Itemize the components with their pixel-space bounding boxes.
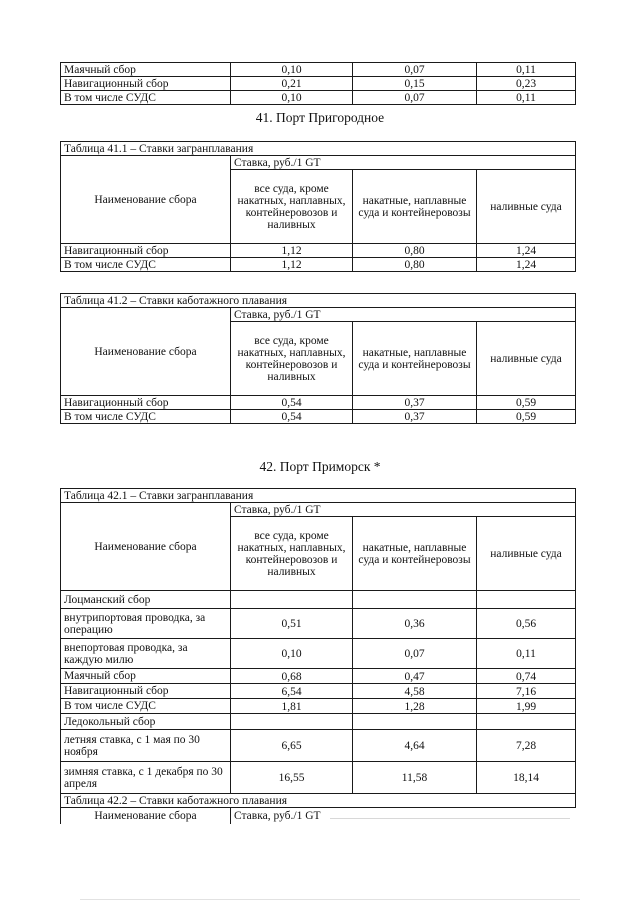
column-header-tankers: наливные суда	[477, 517, 576, 591]
rate-value: 1,12	[231, 244, 353, 258]
rate-value: 0,10	[231, 91, 353, 105]
rate-value: 18,14	[477, 762, 576, 794]
table-row	[61, 669, 576, 684]
rate-value: 0,80	[353, 258, 477, 272]
table-41-2	[60, 293, 576, 424]
table-row	[61, 410, 576, 424]
fee-name: Навигационный сбор	[61, 244, 231, 258]
rate-value: 0,36	[353, 609, 477, 639]
rate-value: 16,55	[231, 762, 353, 794]
rate-value: 0,23	[477, 77, 576, 91]
rate-value: 0,54	[231, 396, 353, 410]
rate-value: 1,24	[477, 258, 576, 272]
rate-value: 0,07	[353, 91, 477, 105]
rate-header: Ставка, руб./1 GT	[231, 156, 576, 170]
fee-name: В том числе СУДС	[61, 699, 231, 714]
column-header-roro: накатные, наплавные суда и контейнеровозы	[353, 517, 477, 591]
rate-value: 0,56	[477, 609, 576, 639]
table-row	[61, 609, 576, 639]
rate-value: 0,10	[231, 63, 353, 77]
column-header-all-vessels: все суда, кроме накатных, наплавных, контейнеровозов и наливных	[231, 517, 353, 591]
table-row	[61, 730, 576, 762]
fee-name: Навигационный сбор	[61, 77, 231, 91]
pilotage-header: Лоцманский сбор	[61, 591, 231, 609]
top-continuation-table	[60, 62, 576, 105]
rate-value: 0,68	[231, 669, 353, 684]
column-header-roro: накатные, наплавные суда и контейнеровозы	[353, 170, 477, 244]
table-caption: Таблица 41.2 – Ставки каботажного плавания	[61, 294, 576, 308]
name-column-header: Наименование сбора	[61, 808, 231, 824]
column-header-tankers: наливные суда	[477, 322, 576, 396]
fee-name: летняя ставка, с 1 мая по 30 ноября	[61, 730, 231, 762]
rate-value: 0,54	[231, 410, 353, 424]
table-row	[61, 762, 576, 794]
table-row	[61, 244, 576, 258]
rate-value: 0,11	[477, 639, 576, 669]
rate-header: Ставка, руб./1 GT	[231, 503, 576, 517]
section-42-title: 42. Порт Приморск *	[259, 459, 381, 474]
rate-value: 1,28	[353, 699, 477, 714]
table-row	[61, 258, 576, 272]
rate-value: 6,54	[231, 684, 353, 699]
table-row	[61, 77, 576, 91]
rate-value: 7,16	[477, 684, 576, 699]
fee-name: внутрипортовая проводка, за операцию	[61, 609, 231, 639]
rate-value: 4,58	[353, 684, 477, 699]
name-column-header: Наименование сбора	[61, 503, 231, 591]
rate-value: 0,51	[231, 609, 353, 639]
rate-value: 4,64	[353, 730, 477, 762]
fee-name: В том числе СУДС	[61, 410, 231, 424]
rate-value: 1,24	[477, 244, 576, 258]
rate-value: 0,15	[353, 77, 477, 91]
rate-value: 1,99	[477, 699, 576, 714]
section-41-title: 41. Порт Пригородное	[255, 110, 385, 125]
name-column-header: Наименование сбора	[61, 156, 231, 244]
table-caption: Таблица 42.1 – Ставки загранплавания	[61, 489, 576, 503]
rate-value: 0,10	[231, 639, 353, 669]
rate-value: 0,21	[231, 77, 353, 91]
rate-header: Ставка, руб./1 GT	[231, 808, 576, 824]
table-caption: Таблица 42.2 – Ставки каботажного плавания	[61, 794, 576, 808]
rate-value: 1,81	[231, 699, 353, 714]
table-41-1	[60, 141, 576, 272]
fee-name: зимняя ставка, с 1 декабря по 30 апреля	[61, 762, 231, 794]
rate-value: 0,07	[353, 639, 477, 669]
scan-artifact	[330, 818, 570, 819]
fee-name: Маячный сбор	[61, 669, 231, 684]
table-row	[61, 63, 576, 77]
rate-value: 0,47	[353, 669, 477, 684]
rate-value: 0,37	[353, 410, 477, 424]
table-row	[61, 699, 576, 714]
rate-value: 0,07	[353, 63, 477, 77]
column-header-all-vessels: все суда, кроме накатных, наплавных, контейнеровозов и наливных	[231, 170, 353, 244]
rate-value: 7,28	[477, 730, 576, 762]
fee-name: В том числе СУДС	[61, 258, 231, 272]
rate-value: 0,74	[477, 669, 576, 684]
rate-value: 1,12	[231, 258, 353, 272]
rate-value: 0,80	[353, 244, 477, 258]
table-42-1	[60, 488, 576, 824]
rate-value: 0,11	[477, 63, 576, 77]
scan-artifact	[80, 899, 580, 900]
fee-name: Маячный сбор	[61, 63, 231, 77]
rate-header: Ставка, руб./1 GT	[231, 308, 576, 322]
fee-name: В том числе СУДС	[61, 91, 231, 105]
column-header-roro: накатные, наплавные суда и контейнеровозы	[353, 322, 477, 396]
fee-name: внепортовая проводка, за каждую милю	[61, 639, 231, 669]
column-header-all-vessels: все суда, кроме накатных, наплавных, контейнеровозов и наливных	[231, 322, 353, 396]
name-column-header: Наименование сбора	[61, 308, 231, 396]
table-row	[61, 396, 576, 410]
rate-value: 0,59	[477, 410, 576, 424]
column-header-tankers: наливные суда	[477, 170, 576, 244]
table-row	[61, 684, 576, 699]
fee-name: Навигационный сбор	[61, 396, 231, 410]
rate-value: 6,65	[231, 730, 353, 762]
rate-value: 0,11	[477, 91, 576, 105]
table-row	[61, 91, 576, 105]
icebreaker-header: Ледокольный сбор	[61, 714, 231, 730]
fee-name: Навигационный сбор	[61, 684, 231, 699]
rate-value: 0,59	[477, 396, 576, 410]
rate-value: 0,37	[353, 396, 477, 410]
table-row	[61, 639, 576, 669]
rate-value: 11,58	[353, 762, 477, 794]
table-caption: Таблица 41.1 – Ставки загранплавания	[61, 142, 576, 156]
